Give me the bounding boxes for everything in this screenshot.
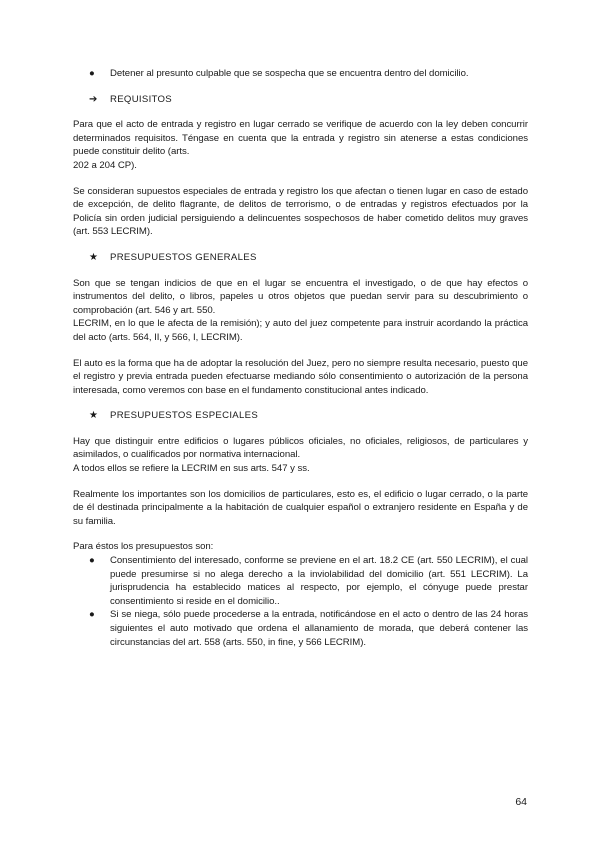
document-body (73, 67, 528, 649)
intro-bullet-text: Detener al presunto culpable que se sospecha que se encuentra dentro del domicilio. (110, 68, 469, 79)
paragraph: A todos ellos se refiere la LECRIM en sus arts. 547 y ss. (73, 463, 310, 475)
arrow-right-icon: ➔ (89, 93, 98, 105)
list-item (89, 554, 528, 608)
section-heading-requisitos (89, 93, 528, 107)
intro-bullet (89, 67, 528, 81)
paragraph: Se consideran supuestos especiales de entrada y registro los que afectan o tienen lugar en caso de estado de excepción, de delito flagrante, de delitos de terrorismo, o de entradas y registros efectuados por la Policía sin orden judicial persiguiendo a delincuentes sospechosos de haber cometido delitos muy graves (art. 553 LECRIM). (73, 185, 528, 238)
section-title: REQUISITOS (110, 93, 172, 105)
paragraph: Realmente los importantes son los domicilios de particulares, esto es, el edificio o lugar cerrado, o la parte de él destinada principalmente a la habitación de cualquier español o extranjero residente en España y de su familia. (73, 488, 528, 527)
paragraph: Para que el acto de entrada y registro en lugar cerrado se verifique de acuerdo con la ley deben concurrir determinados requisitos. Téngase en cuenta que la entrada y registro sin atenerse a estas condiciones puede constituir delito (arts. (73, 119, 528, 158)
page-number: 64 (515, 796, 527, 808)
paragraph: El auto es la forma que ha de adoptar la resolución del Juez, pero no siempre resulta necesario, puesto que el registro y previa entrada pueden efectuarse mediando sólo consentimiento o autorización de la persona interesada, como veremos con base en el fundamento constitucional antes indicado. (73, 357, 528, 396)
section-title: PRESUPUESTOS ESPECIALES (110, 410, 259, 422)
list-item-text: Consentimiento del interesado, conforme se previene en el art. 18.2 CE (art. 550 LECRIM), el cual puede presumirse si no alega derecho a la inviolabilidad del domicilio (art. 551 LECRIM). La jurisprudencia ha establecido matices al respecto, por ejemplo, el cónyuge puede prestar consentimiento si reside en el domicilio.. (110, 555, 528, 607)
star-icon: ★ (89, 251, 98, 263)
section-heading-generales (89, 251, 528, 265)
requirements-list (89, 554, 528, 649)
bullet-icon: ● (89, 609, 95, 621)
bullet-icon: ● (89, 555, 95, 567)
list-item (89, 608, 528, 649)
paragraph: Son que se tengan indicios de que en el lugar se encuentra el investigado, o de que hay efectos o instrumentos del delito, o libros, papeles u otros objetos que puedan servir para su descubrimiento o comprobación (art. 546 y art. 550. (73, 277, 528, 316)
paragraph: 202 a 204 CP). (73, 159, 137, 171)
bullet-icon: ● (89, 68, 95, 79)
paragraph: Hay que distinguir entre edificios o lugares públicos oficiales, no oficiales, religiosos, de particulares y asimilados, o cualificados por normativa internacional. (73, 435, 528, 461)
paragraph: Para éstos los presupuestos son: (73, 541, 214, 553)
list-item-text: Si se niega, sólo puede procederse a la entrada, notificándose en el acto o dentro de las 24 horas siguientes el auto motivado que ordena el allanamiento de morada, que deberá contener las circunstancias del art. 558 (arts. 550, in fine, y 566 LECRIM). (110, 609, 528, 648)
section-title: PRESUPUESTOS GENERALES (110, 251, 257, 263)
section-heading-especiales (89, 409, 528, 423)
paragraph: LECRIM, en lo que le afecta de la remisión); y auto del juez competente para instruir acordando la práctica del acto (arts. 564, II, y 566, I, LECRIM). (73, 318, 528, 343)
star-icon: ★ (89, 410, 98, 422)
